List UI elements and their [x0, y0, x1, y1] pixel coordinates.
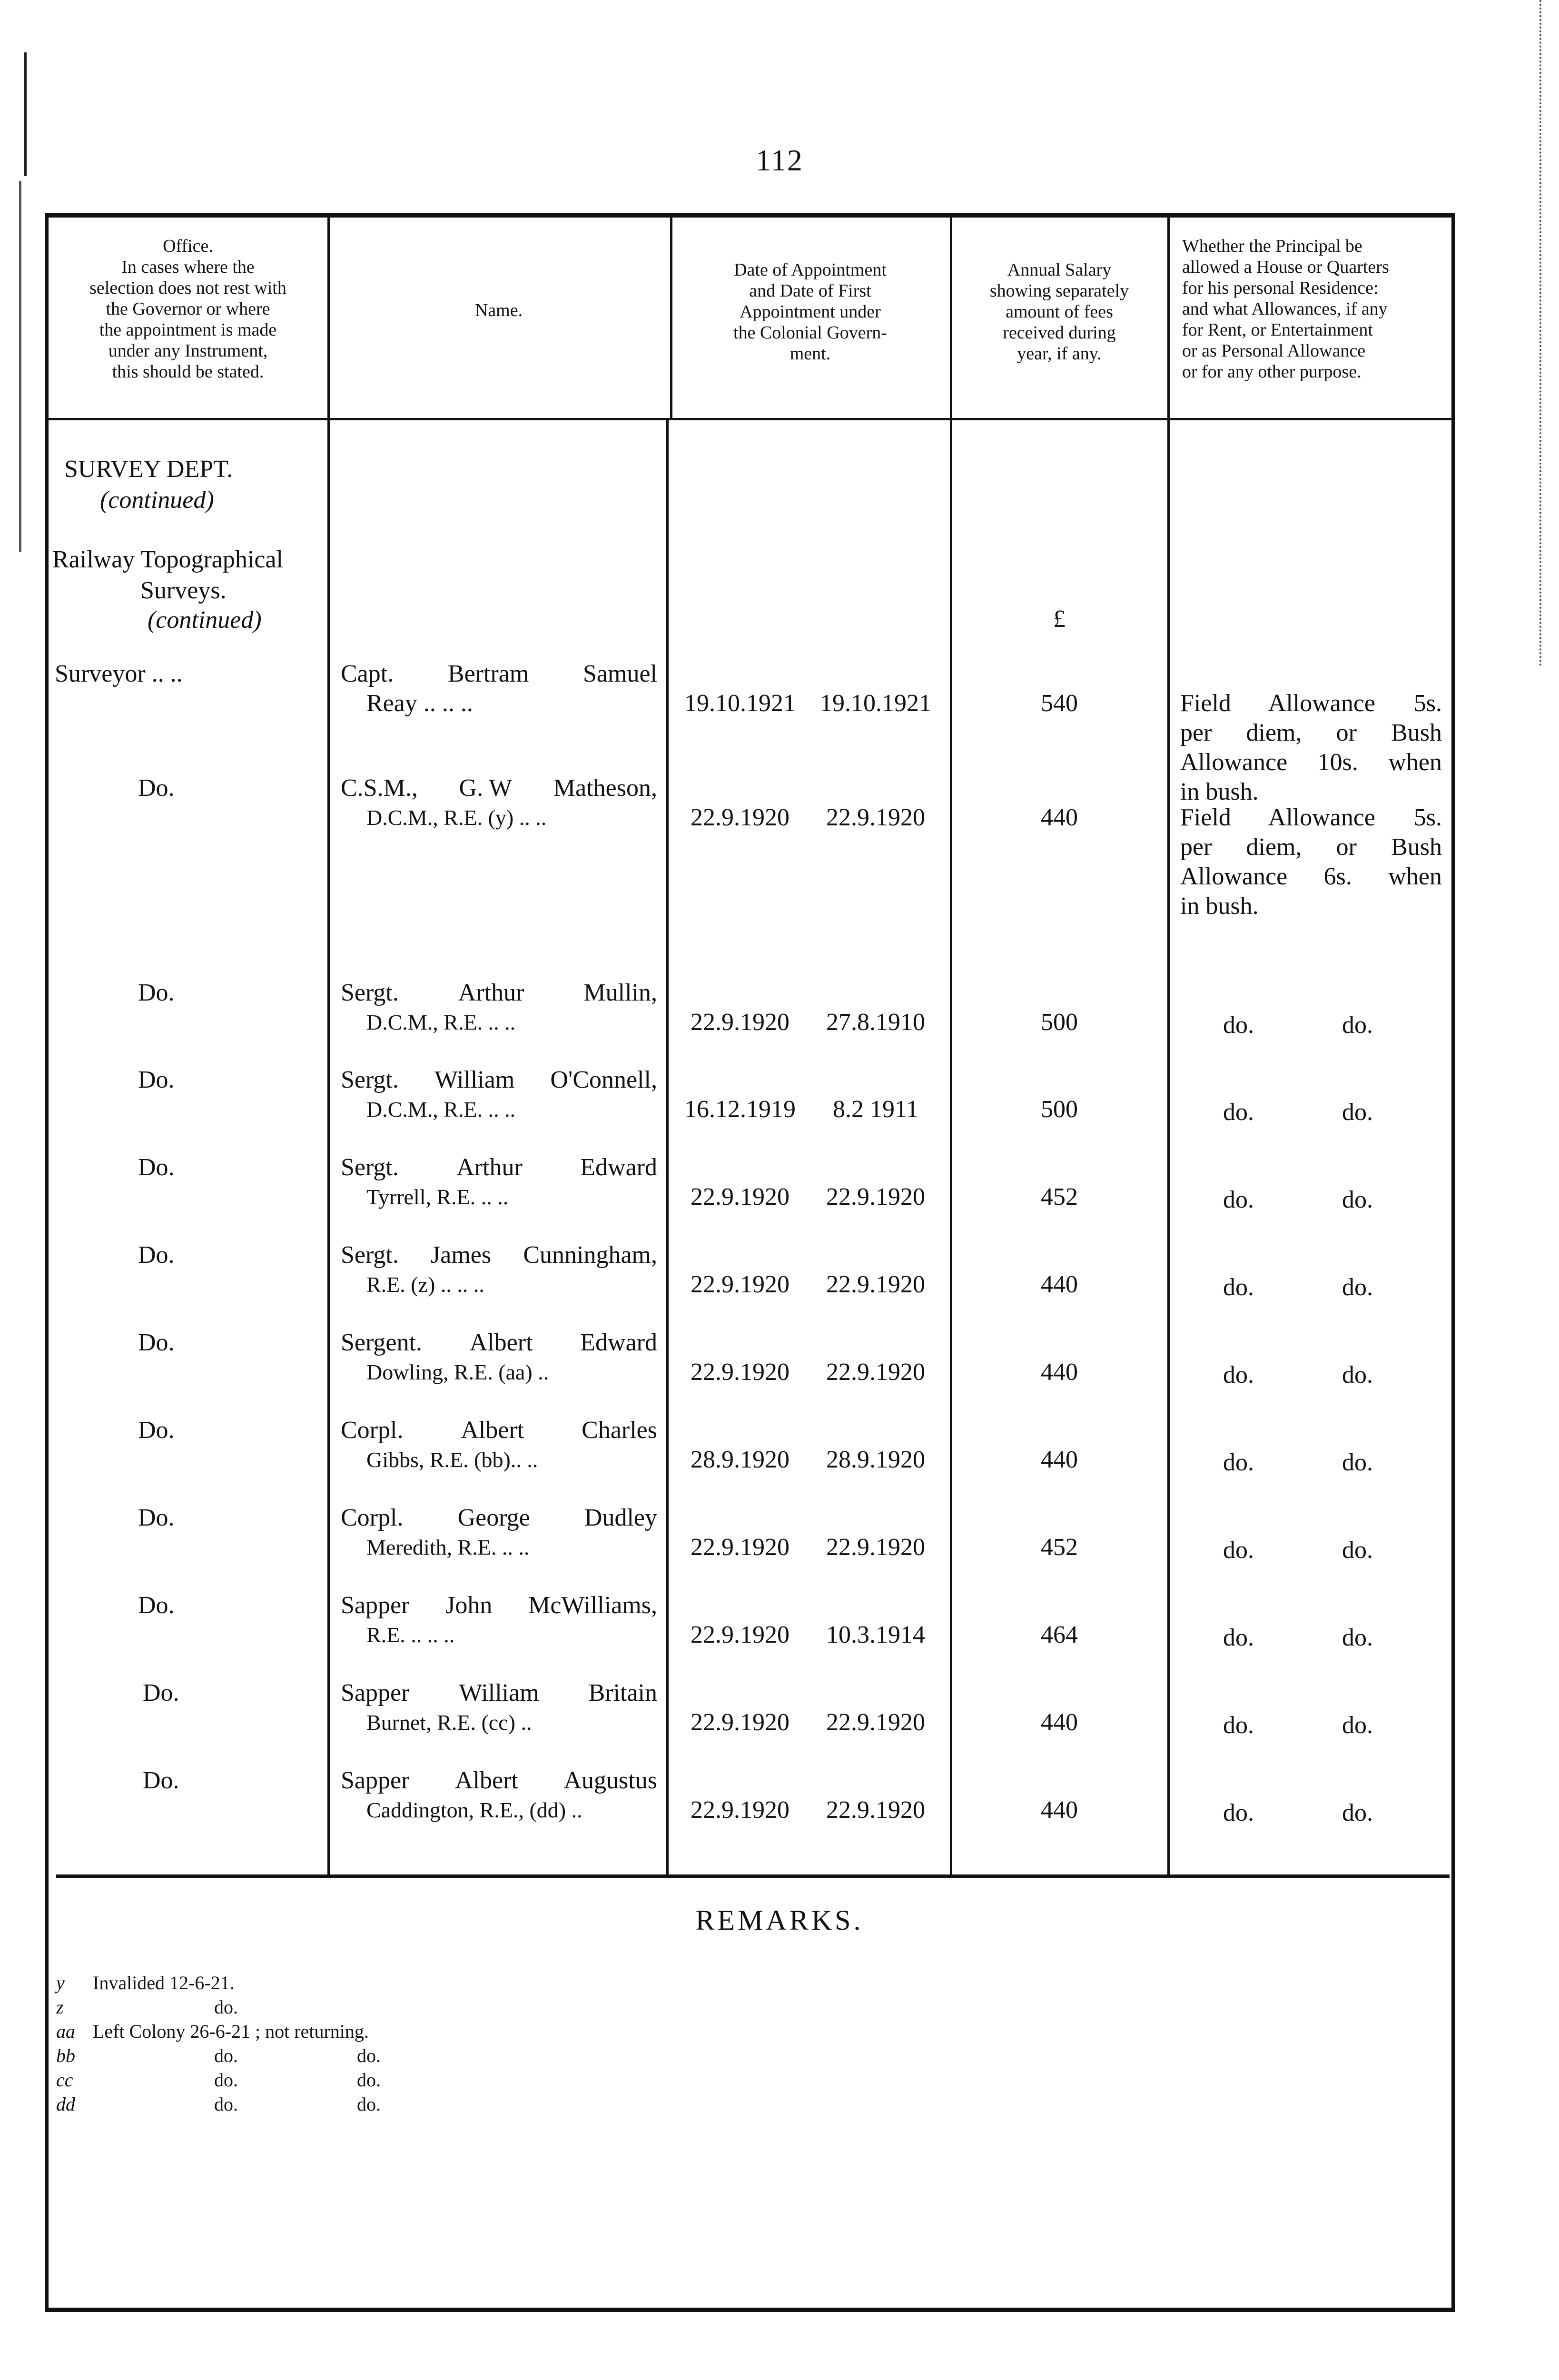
table-border-right	[1451, 213, 1455, 2311]
row-name-line2: Gibbs, R.E. (bb).. ..	[366, 1448, 538, 1472]
allowance-line: Field Allowance 5s.	[1180, 804, 1442, 831]
name-word: Sapper	[341, 1679, 410, 1706]
header-name: Name.	[474, 300, 523, 320]
row-appointment-date: 22.9.1920	[691, 1621, 789, 1648]
row-name-line1	[341, 1328, 657, 1358]
row-office: Do.	[138, 1592, 175, 1619]
row-first-appointment-date: 22.9.1920	[826, 1534, 925, 1561]
row-appointment-date: 16.12.1919	[684, 1096, 796, 1123]
row-name-line1	[341, 1678, 657, 1708]
row-name-line2: D.C.M., R.E. (y) .. ..	[366, 805, 547, 830]
header-rule	[45, 418, 1455, 420]
row-name-line1	[341, 1503, 657, 1533]
row-allowance-ditto: do.	[1342, 1186, 1373, 1213]
name-word: C.S.M.,	[341, 774, 418, 802]
row-allowance-ditto: do.	[1342, 1624, 1373, 1651]
row-name-line1	[341, 774, 657, 803]
row-name-line2: R.E. .. .. ..	[366, 1623, 455, 1647]
row-name-line1	[341, 1591, 657, 1620]
row-first-appointment-date: 19.10.1921	[820, 690, 931, 717]
row-name-line2: D.C.M., R.E. .. ..	[366, 1097, 516, 1121]
row-first-appointment-date: 22.9.1920	[826, 1796, 925, 1824]
row-appointment-date: 22.9.1920	[691, 1271, 789, 1298]
header-office: Office. In cases where the selection does not rest with the Governor or where the appointment is made under any Instrument, this should be stated.	[89, 236, 286, 382]
column-divider-2	[666, 420, 669, 1874]
row-first-appointment-date: 8.2 1911	[832, 1096, 919, 1123]
row-office: Surveyor .. ..	[55, 660, 183, 687]
name-word: Corpl.	[341, 1504, 404, 1531]
remark-ditto: do.	[214, 2045, 238, 2066]
row-salary: 464	[1041, 1621, 1078, 1648]
row-allowance-ditto: do.	[1342, 1099, 1373, 1126]
currency-symbol: £	[1053, 605, 1066, 633]
scan-mark-left-lower	[19, 181, 21, 552]
name-word: Cunningham,	[523, 1241, 657, 1269]
remark-ditto: do.	[357, 2069, 381, 2091]
row-allowance-ditto: do.	[1223, 1449, 1254, 1476]
row-salary: 440	[1041, 1359, 1078, 1386]
name-word: Sergt.	[341, 1066, 399, 1093]
row-allowance-ditto: do.	[1223, 1361, 1254, 1388]
row-salary: 440	[1041, 1796, 1078, 1824]
name-word: Edward	[580, 1329, 657, 1356]
page-number: 112	[756, 143, 803, 177]
row-name-line1	[341, 1766, 657, 1795]
name-word: William	[434, 1066, 515, 1093]
row-office: Do.	[143, 1767, 179, 1794]
row-allowance-ditto: do.	[1342, 1799, 1373, 1826]
row-office: Do.	[138, 1241, 175, 1269]
row-office: Do.	[138, 979, 175, 1006]
name-word: Albert	[469, 1329, 533, 1356]
row-allowance-ditto: do.	[1342, 1012, 1373, 1039]
row-allowance-ditto: do.	[1223, 1274, 1254, 1301]
row-salary: 500	[1041, 1009, 1078, 1036]
row-name-line2: Caddington, R.E., (dd) ..	[366, 1798, 582, 1822]
name-word: Sergt.	[341, 1154, 399, 1181]
row-office: Do.	[138, 1504, 175, 1531]
column-divider-4	[1167, 213, 1170, 1874]
row-allowance-ditto: do.	[1342, 1537, 1373, 1564]
remark-key: dd	[56, 2093, 75, 2115]
remark-text: Invalided 12-6-21.	[93, 1972, 235, 1993]
row-appointment-date: 22.9.1920	[691, 1359, 789, 1386]
name-word: Capt.	[341, 660, 394, 687]
name-word: Samuel	[583, 660, 657, 687]
row-name-line1	[341, 1240, 657, 1270]
allowance-line: in bush.	[1180, 778, 1259, 805]
row-salary: 500	[1041, 1096, 1078, 1123]
name-word: Augustus	[563, 1767, 657, 1794]
row-office: Do.	[138, 1329, 175, 1356]
name-word: John	[445, 1592, 493, 1619]
name-word: Bertram	[447, 660, 529, 687]
header-salary: Annual Salary showing separately amount of fees received during year, if any.	[989, 260, 1129, 364]
allowance-line: per diem, or Bush	[1180, 719, 1442, 746]
row-salary: 540	[1041, 690, 1078, 717]
department-continued: (continued)	[100, 486, 214, 514]
subsection-title-2: Surveys.	[140, 577, 227, 604]
allowance-line: Allowance 6s. when	[1180, 863, 1442, 890]
row-allowance-ditto: do.	[1223, 1186, 1254, 1213]
name-word: Sapper	[341, 1767, 410, 1794]
row-allowance-ditto: do.	[1223, 1624, 1254, 1651]
row-first-appointment-date: 22.9.1920	[826, 1183, 925, 1210]
allowance-line: Allowance 10s. when	[1180, 749, 1442, 776]
remark-key: z	[56, 1996, 64, 2018]
row-appointment-date: 22.9.1920	[691, 1183, 789, 1210]
row-office: Do.	[138, 1066, 175, 1093]
name-word: George	[457, 1504, 530, 1531]
name-word: Charles	[582, 1417, 657, 1444]
row-allowance-ditto: do.	[1223, 1537, 1254, 1564]
row-appointment-date: 22.9.1920	[691, 1709, 789, 1736]
row-allowance-ditto: do.	[1223, 1712, 1254, 1739]
row-allowance-ditto: do.	[1223, 1799, 1254, 1826]
scan-mark-right	[1539, 0, 1546, 666]
row-salary: 440	[1041, 1446, 1078, 1473]
row-appointment-date: 22.9.1920	[691, 804, 789, 831]
allowance-line: Field Allowance 5s.	[1180, 690, 1442, 717]
column-divider-1	[327, 213, 330, 1874]
row-allowance	[1180, 803, 1442, 921]
row-salary: 440	[1041, 1271, 1078, 1298]
remark-ditto: do.	[357, 2093, 381, 2115]
name-word: James	[431, 1241, 492, 1269]
row-name-line2: Dowling, R.E. (aa) ..	[366, 1360, 549, 1384]
remark-key: aa	[56, 2021, 75, 2042]
row-first-appointment-date: 22.9.1920	[826, 1709, 925, 1736]
header-date: Date of Appointment and Date of First Appointment under the Colonial Govern- ment.	[733, 260, 887, 364]
name-word: G. W	[459, 774, 513, 802]
table-border-top	[45, 213, 1455, 218]
row-office: Do.	[138, 774, 175, 802]
name-word: Arthur	[456, 1154, 523, 1181]
row-name-line1	[341, 659, 657, 689]
row-first-appointment-date: 22.9.1920	[826, 1271, 925, 1298]
row-allowance-ditto: do.	[1223, 1099, 1254, 1126]
name-word: Corpl.	[341, 1417, 404, 1444]
name-word: Mullin,	[583, 979, 657, 1006]
row-allowance	[1180, 689, 1442, 807]
row-name-line1	[341, 1416, 657, 1445]
row-name-line2: Reay .. .. ..	[366, 690, 473, 717]
row-first-appointment-date: 22.9.1920	[826, 804, 925, 831]
row-name-line1	[341, 978, 657, 1008]
row-name-line1	[341, 1153, 657, 1182]
row-first-appointment-date: 10.3.1914	[826, 1621, 925, 1648]
remark-ditto: do.	[214, 2093, 238, 2115]
name-word: McWilliams,	[528, 1592, 657, 1619]
row-salary: 452	[1041, 1183, 1078, 1210]
name-word: Dudley	[584, 1504, 657, 1531]
table-border-bottom	[45, 2308, 1455, 2312]
row-allowance-ditto: do.	[1342, 1449, 1373, 1476]
remark-ditto: do.	[214, 1996, 238, 2018]
allowance-line: in bush.	[1180, 892, 1259, 920]
row-first-appointment-date: 27.8.1910	[826, 1009, 925, 1036]
row-name-line2: D.C.M., R.E. .. ..	[366, 1010, 516, 1034]
name-word: Sapper	[341, 1592, 410, 1619]
name-word: Sergt.	[341, 1241, 399, 1269]
row-appointment-date: 22.9.1920	[691, 1796, 789, 1824]
subsection-continued: (continued)	[148, 606, 262, 634]
name-word: Sergent.	[341, 1329, 422, 1356]
row-salary: 452	[1041, 1534, 1078, 1561]
name-word: Albert	[461, 1417, 524, 1444]
row-first-appointment-date: 28.9.1920	[826, 1446, 925, 1473]
allowance-line: per diem, or Bush	[1180, 833, 1442, 861]
name-word: Matheson,	[553, 774, 657, 802]
row-first-appointment-date: 22.9.1920	[826, 1359, 925, 1386]
row-allowance-ditto: do.	[1342, 1712, 1373, 1739]
header-allowances: Whether the Principal be allowed a House or Quarters for his personal Residence: and what Allowances, if any for Rent, or Entertainment or as Personal Allowance or for any other purpose.	[1182, 236, 1389, 382]
name-word: Albert	[455, 1767, 518, 1794]
name-word: William	[459, 1679, 539, 1706]
row-office: Do.	[138, 1417, 175, 1444]
table-end-rule	[56, 1874, 1450, 1878]
row-name-line2: Burnet, R.E. (cc) ..	[366, 1710, 532, 1735]
remark-key: y	[56, 1972, 65, 1993]
row-appointment-date: 22.9.1920	[691, 1009, 789, 1036]
row-name-line2: Meredith, R.E. .. ..	[366, 1535, 530, 1559]
row-office: Do.	[138, 1154, 175, 1181]
row-salary: 440	[1041, 804, 1078, 831]
row-office: Do.	[143, 1679, 179, 1706]
remark-key: cc	[56, 2069, 73, 2091]
row-appointment-date: 22.9.1920	[691, 1534, 789, 1561]
remark-key: bb	[56, 2045, 75, 2066]
row-name-line2: R.E. (z) .. .. ..	[366, 1272, 484, 1297]
remarks-title: REMARKS.	[695, 1904, 864, 1936]
remark-ditto: do.	[214, 2069, 238, 2091]
name-word: O'Connell,	[550, 1066, 657, 1093]
table-border-left	[45, 213, 49, 2311]
name-word: Britain	[588, 1679, 657, 1706]
row-appointment-date: 28.9.1920	[691, 1446, 789, 1473]
remark-ditto: do.	[357, 2045, 381, 2066]
row-salary: 440	[1041, 1709, 1078, 1736]
row-appointment-date: 19.10.1921	[684, 690, 796, 717]
department-title: SURVEY DEPT.	[64, 456, 233, 483]
name-word: Sergt.	[341, 979, 399, 1006]
row-name-line2: Tyrrell, R.E. .. ..	[366, 1185, 509, 1209]
name-word: Edward	[580, 1154, 657, 1181]
row-allowance-ditto: do.	[1342, 1361, 1373, 1388]
row-allowance-ditto: do.	[1342, 1274, 1373, 1301]
subsection-title: Railway Topographical	[52, 546, 283, 573]
name-word: Arthur	[458, 979, 524, 1006]
remark-text: Left Colony 26-6-21 ; not returning.	[93, 2021, 369, 2042]
row-name-line1	[341, 1065, 657, 1095]
row-allowance-ditto: do.	[1223, 1012, 1254, 1039]
